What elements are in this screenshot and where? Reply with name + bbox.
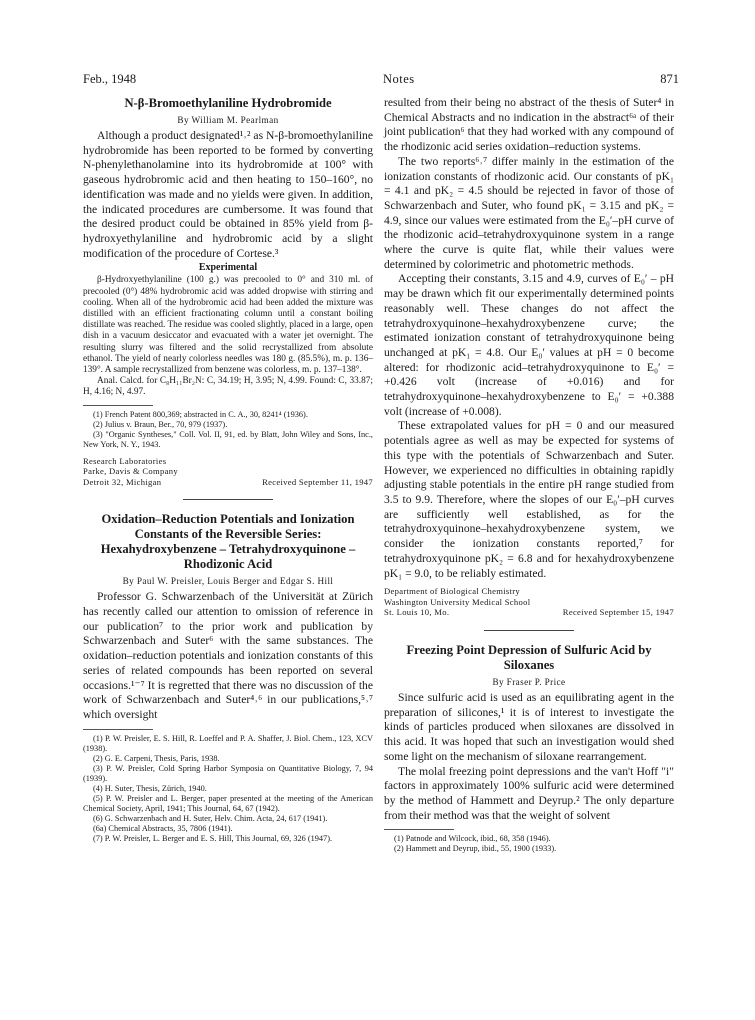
- footnote: (7) P. W. Preisler, L. Berger and E. S. Hill, This Journal, 69, 326 (1947).: [93, 833, 333, 843]
- section-name: Notes: [383, 72, 415, 86]
- article2-paragraph: The two reports⁶˒⁷ differ mainly in the estimation of the ionization constants of rhodizonic acid. Our constants of pK₁ = 4.1 and pK₂ = 4.5 should be rejected in favor of those of Schwarzenbach and Suter, who found pK₁ = 3.15 and pK₂ = 4.9, since our values were estimated from the E₀′–pH curve of the rhodizonic acid–tetrahydroxyquinone system in a range where the curve is quite flat, while their values were determined by colorimetric and photometric methods.: [384, 154, 674, 271]
- footnote: (2) G. E. Carpeni, Thesis, Paris, 1938.: [93, 753, 220, 763]
- footnote: (2) Julius v. Braun, Ber., 70, 979 (1937).: [93, 419, 228, 429]
- article2-title: Oxidation–Reduction Potentials and Ionization Constants of the Reversible Series: Hexahydroxybenzene – Tetrahydroxyquinone – Rhodizonic Acid: [100, 512, 356, 572]
- article-separator: [183, 499, 273, 500]
- footnote: (5) P. W. Preisler and L. Berger, paper presented at the meeting of the American Chemical Society, April, 1941; This Journal, 64, 67 (1942).: [83, 793, 373, 813]
- affiliation-line: Department of Biological Chemistry: [384, 586, 520, 597]
- article3-paragraph: Since sulfuric acid is used as an equilibrating agent in the preparation of silicones,¹ it is of interest to investigate the kinds of particles produced when siloxanes are dissolved in this acid. It was hoped that such an investigation would shed some light on the mechanism of siloxane rearrangement.: [384, 690, 674, 763]
- affiliation-row: [384, 607, 674, 618]
- received-date: Received September 15, 1947: [562, 607, 674, 618]
- article3-paragraph: The molal freezing point depressions and the van't Hoff "i" factors in approximately 100% sulfuric acid were determined by the method of Hammett and Deyrup.² The only departure from their method was that the weight of solvent: [384, 764, 674, 822]
- page-number: 871: [660, 72, 679, 86]
- footnote-rule: [83, 405, 153, 406]
- footnote: (6a) Chemical Abstracts, 35, 7806 (1941).: [93, 823, 233, 833]
- issue-date: Feb., 1948: [83, 72, 137, 86]
- article2-byline: By Paul W. Preisler, Louis Berger and Edgar S. Hill: [122, 576, 334, 587]
- affiliation-line: Parke, Davis & Company: [83, 466, 178, 477]
- footnote: (1) Patnode and Wilcock, ibid., 68, 358 (1946).: [394, 834, 551, 844]
- affiliation-line: Research Laboratories: [83, 455, 167, 466]
- article2-paragraph: resulted from their being no abstract of the thesis of Suter⁴ in Chemical Abstracts and no indication in the abstract⁶ᵃ of their joint publication⁶ that they had worked with any compound of the rhodizonic acid series oxidation–reduction systems.: [384, 96, 674, 154]
- footnote: (3) P. W. Preisler, Cold Spring Harbor Symposia on Quantitative Biology, 7, 94 (1939).: [83, 763, 373, 783]
- footnote: (4) H. Suter, Thesis, Zürich, 1940.: [93, 783, 207, 793]
- experimental-text: β-Hydroxyethylaniline (100 g.) was precooled to 0° and 310 ml. of precooled (0°) 48% hydrobromic acid was added dropwise with stirring and cooling. When all of the hydrobromic acid had been added the mixture was distilled with an efficient fractionating column until a constant boiling distillate was reached. The residue was cooled slightly, placed in a large, open dish in a vacuum desiccator and evacuated with a water jet overnight. The resulting slurry was filtered and the solid recrystallized from absolute ethanol. The yield of nearly colorless needles was 180 g. (85.5%), m. p. 136–139°. A sample recrystallized from benzene was colorless, m. p. 137–138°.: [83, 275, 374, 375]
- affiliation-city: St. Louis 10, Mo.: [384, 607, 450, 618]
- article-separator: [484, 630, 574, 631]
- footnote-rule: [83, 729, 153, 730]
- analysis-text: Anal. Calcd. for C₈H₁₁Br₂N: C, 34.19; H, 3.95; N, 4.99. Found: C, 33.87; H, 4.16; N, 4.97.: [83, 376, 373, 398]
- experimental-heading: Experimental: [198, 262, 258, 274]
- footnote: (1) P. W. Preisler, E. S. Hill, R. Loeffel and P. A. Shaffer, J. Biol. Chem., 123, XCV (1938).: [83, 733, 373, 753]
- footnote-rule: [384, 829, 454, 830]
- article3-title: Freezing Point Depression of Sulfuric Acid by Siloxanes: [406, 642, 652, 672]
- footnote: (2) Hammett and Deyrup, ibid., 55, 1900 (1933).: [394, 844, 557, 854]
- article1-byline: By William M. Pearlman: [177, 115, 279, 125]
- article3-byline: By Fraser P. Price: [492, 676, 566, 687]
- affiliation-line: Washington University Medical School: [384, 596, 531, 607]
- affiliation-city: Detroit 32, Michigan: [83, 476, 162, 487]
- footnote: (3) "Organic Syntheses," Coll. Vol. II, 91, ed. by Blatt, John Wiley and Sons, Inc., New York, N. Y., 1943.: [83, 429, 373, 449]
- article2-paragraph: These extrapolated values for pH = 0 and our measured potentials agree as well as may be expected for systems of this type with the potentials of Schwarzenbach and Suter. However, we experienced no difficulties in obtaining rapidly adjusting stable potentials in the entire pH range studied from 3.5 to 9.9. Therefore, where the slopes of our E₀′–pH curves are sufficiently well established, as for the tetrahydroxyquinone–hexahydroxybenzene system, we consider the ionization constants reported,⁷ for tetrahydroxyquinone pK₂ = 6.8 and for hexahydroxybenzene pK₁ = 9.0, to be reliably estimated.: [384, 419, 674, 580]
- footnote: (6) G. Schwarzenbach and H. Suter, Helv. Chim. Acta, 24, 617 (1941).: [93, 813, 328, 823]
- footnote: (1) French Patent 800,369; abstracted in C. A., 30, 8241⁴ (1936).: [93, 409, 308, 419]
- left-column: [83, 96, 373, 844]
- article2-paragraph: Professor G. Schwarzenbach of the Universität at Zürich has recently called our attention to omission of reference in our publication⁷ to the prior work and publication by Schwarzenbach and Suter⁶ with the same substances. The oxidation–reduction potentials and ionization constants of this series of related compounds has been reported on several occasions.¹⁻⁷ It is regretted that there was no discussion of the work of Schwarzenbach and Suter⁴˒⁶ in our publications,⁵˒⁷ which oversight: [83, 590, 373, 721]
- article1-paragraph: Although a product designated¹˒² as N-β-bromoethylaniline hydrobromide has been reported to be formed by converting N-phenylethanolamine into its hydrobromide at 100° with gaseous hydrobromic acid and then heating to 150–160°, no identification was made and no yields were given. In addition, the indicated procedures are cumbersome. It was found that the desired product could be obtained in 85% yield from β-hydroxyethylaniline and hydrobromic acid by a slight modification of the procedure of Cortese.³: [83, 129, 373, 260]
- article1-title: N-β-Bromoethylaniline Hydrobromide: [124, 96, 332, 110]
- received-date: Received September 11, 1947: [262, 476, 373, 487]
- right-column: [384, 96, 674, 854]
- article2-paragraph: Accepting their constants, 3.15 and 4.9, curves of E₀′ – pH may be drawn which fit our experimentally determined points reasonably well. These changes do not affect the tetrahydroxyquinone–hexahydroxybenzene curve; the estimated ionization constant of tetrahydroxyquinone being unchanged at pK₁ = 4.8. Our E₀′ values at pH = 0 become altered: for rhodizonic acid–tetrahydroxyquinone to E₀′ = +0.426 volt (increase of +0.016) and for tetrahydroxyquinone–hexahydroxybenzene to E₀′ = +0.388 volt (increase of +0.008).: [384, 272, 674, 418]
- affiliation-row: [83, 477, 373, 488]
- running-head: [83, 72, 679, 88]
